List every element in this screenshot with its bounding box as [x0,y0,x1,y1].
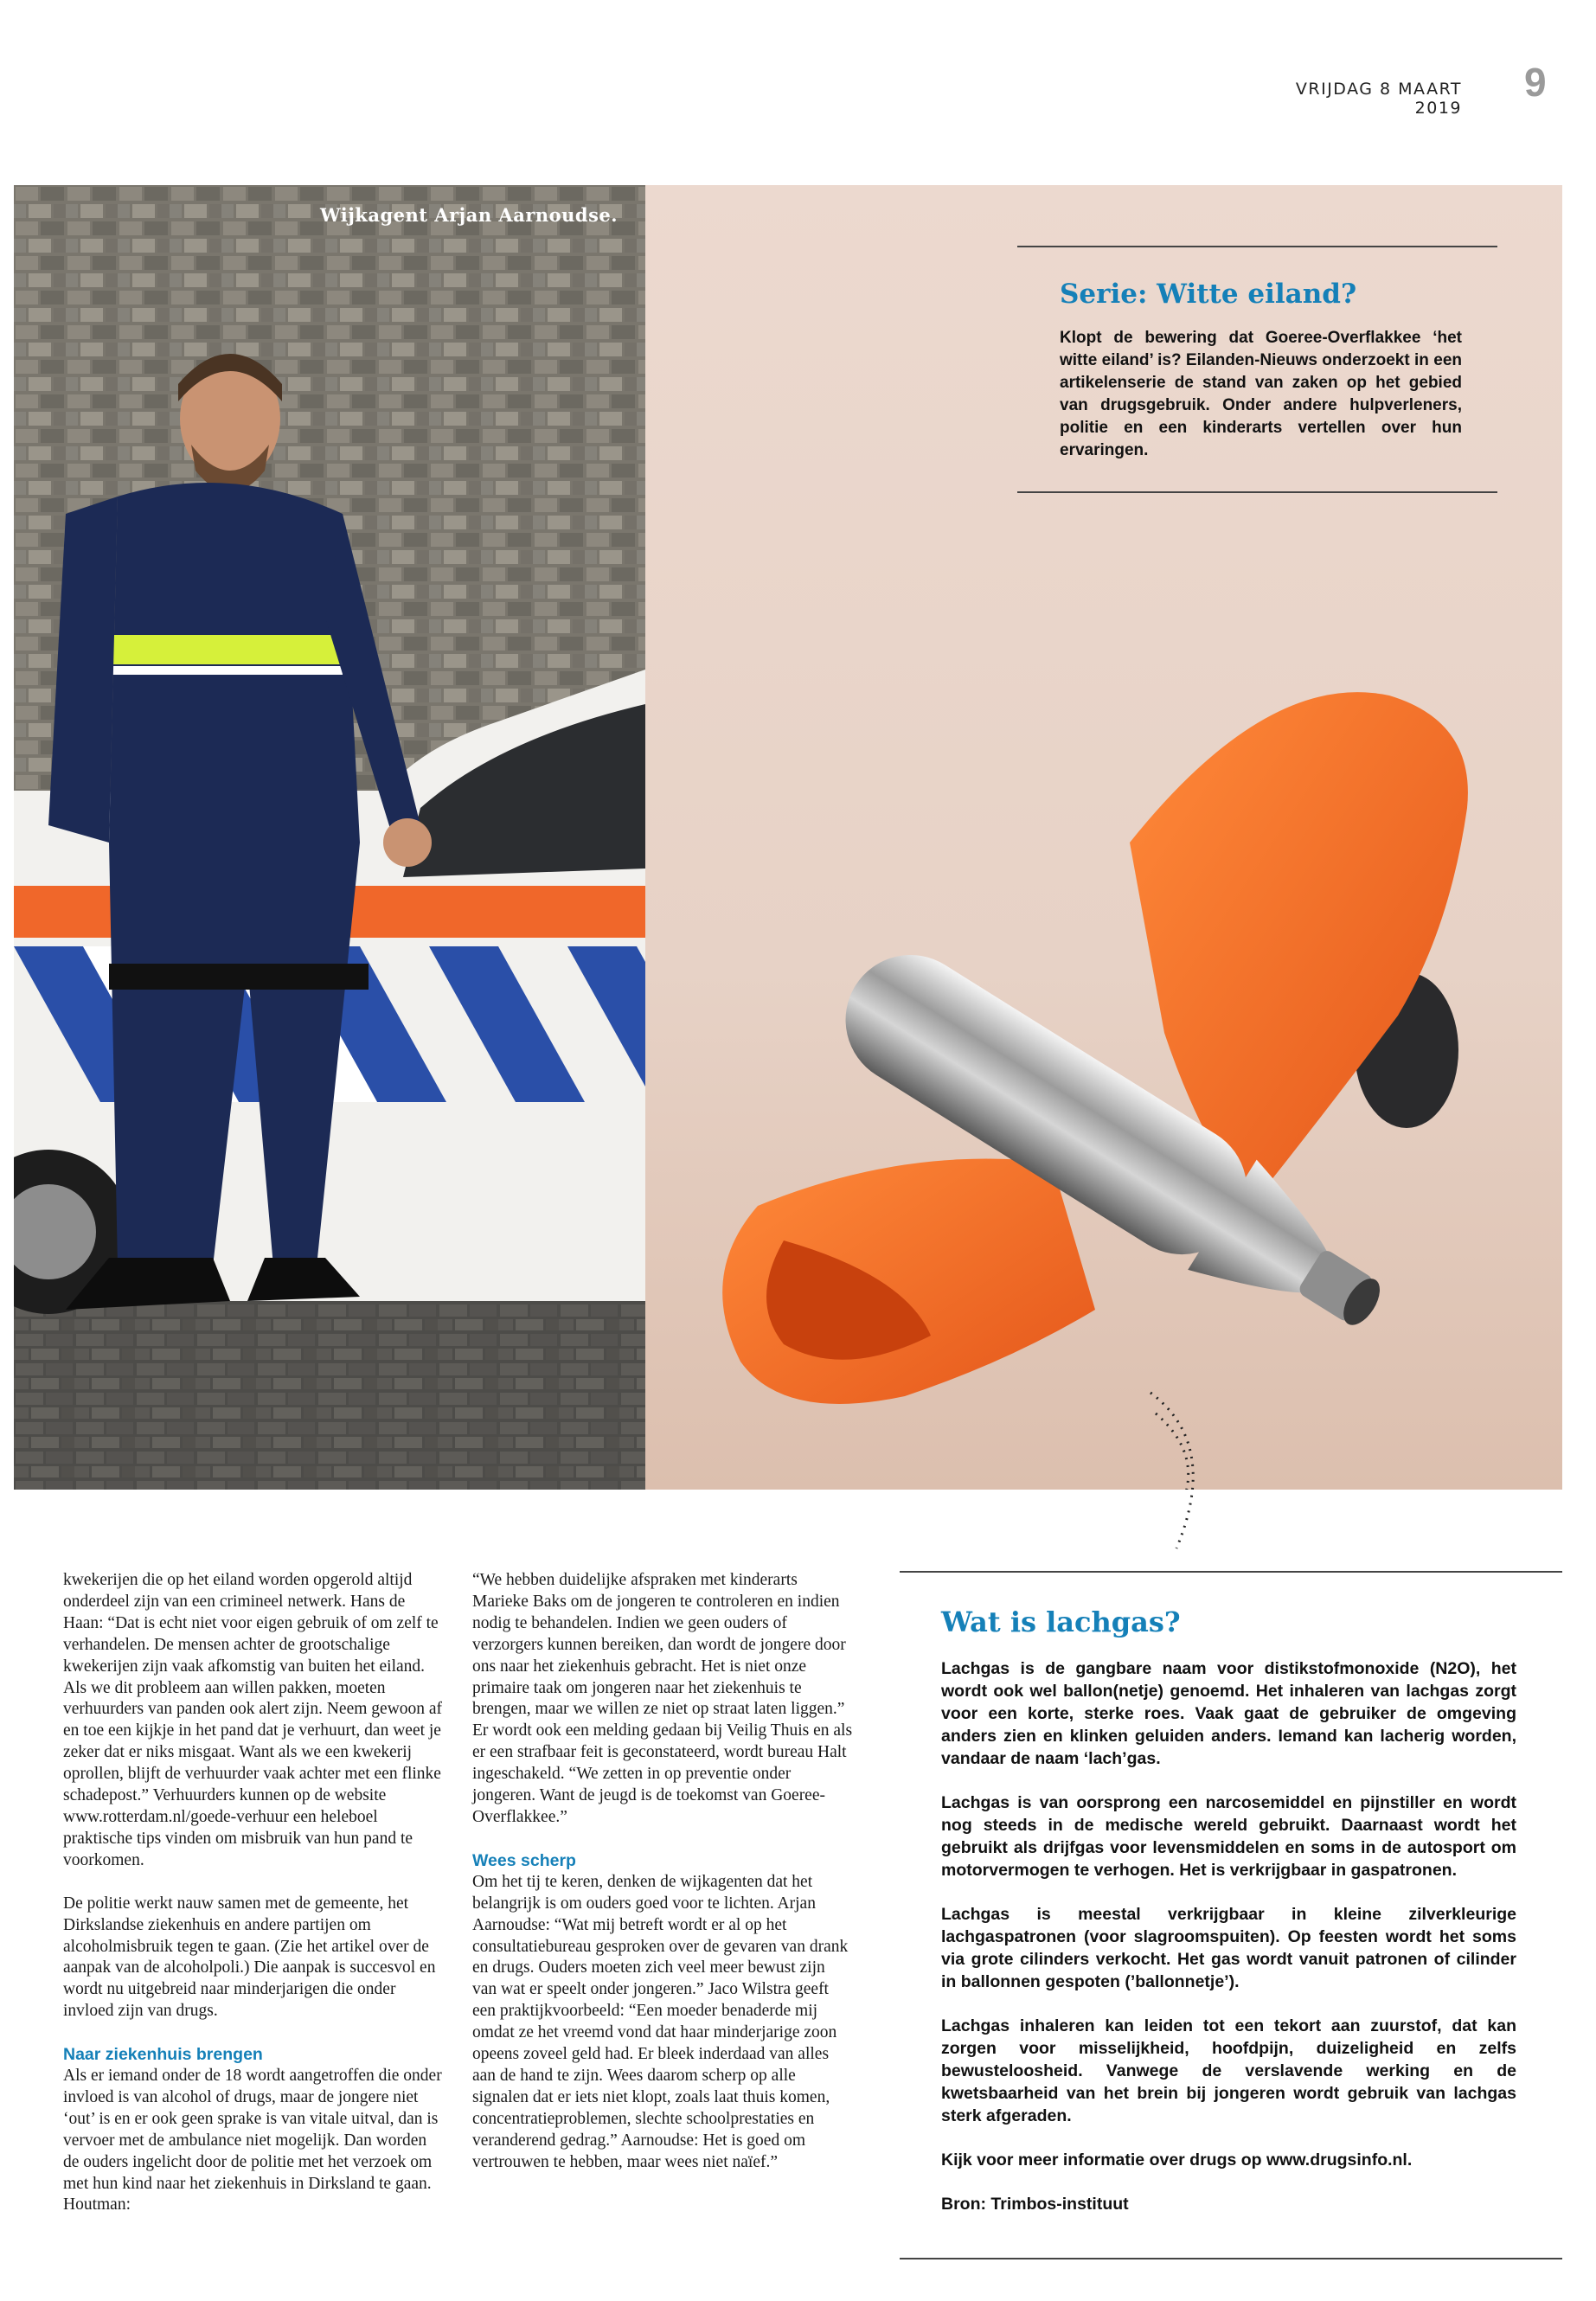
photo-caption: Wijkagent Arjan Aarnoudse. [320,204,619,226]
lachgas-paragraph: Lachgas is van oorsprong een narcosemiddel en pijnstiller en wordt nog steeds in de medische wereld gebruikt. Daarnaast wordt het gebruikt als drijfgas voor levensmiddelen en soms in de autosport om motorvermogen te verhogen. Het is verkrijgbaar in gaspatronen. [941,1793,1516,1880]
lachgas-paragraph: Lachgas is de gangbare naam voor distikstofmonoxide (N2O), het wordt ook wel ballon(netje) genoemd. Het inhaleren van lachgas zorgt voor een korte, sterke roes. Vaak gaat de gebruiker de omgeving anders zien en klinken geluiden anders. Iemand kan lacherig worden, vandaar de naam ‘lach’gas. [941,1659,1516,1768]
subheading-wees-scherp: Wees scherp [472,1850,576,1870]
page-number: 9 [1524,60,1547,105]
serie-rule-bottom [1017,491,1497,493]
police-officer-photo [14,185,645,1490]
police-officer-illustration [14,185,645,1490]
serie-intro: Klopt de bewering dat Goeree-Overflakkee ‘het witte eiland’ is? Eilanden-Nieuws onderzoekt in een artikelenserie de stand van zaken op het gebied van drugsgebruik. Onder andere hulpverleners, politie en een kinderarts vertellen over hun ervaringen. [1060,329,1462,459]
article-paragraph: Om het tij te keren, denken de wijkagenten dat het belangrijk is om ouders goed voor te lichten. Arjan Aarnoudse: “Wat mij betreft wordt er al op het consultatiebureau gesproken over de gevaren van drank en drugs. Ouders moeten zich veel meer bewust zijn van wat er speelt onder jongeren.” Jaco Wilstra geeft een praktijkvoorbeeld: “Een moeder benaderde mij omdat ze het vreemd vond dat haar minderjarige zoon opeens zoveel geld had. Er bleek inderdaad van alles aan de hand te zijn. Wees daarom scherp op alle signalen dat er iets niet klopt, zoals laat thuis komen, concentratieproblemen, slechte schoolprestaties en veranderend gedrag.” Aarnoudse: Het is goed om vertrouwen te hebben, maar wees niet naïef.” [472,1872,849,2171]
article-paragraph: “We hebben duidelijke afspraken met kinderarts Marieke Baks om de jongeren te controleren en indien nodig te behandelen. Indien we geen ouders of verzorgers kunnen bereiken, dan wordt de jongere door ons naar het ziekenhuis gebracht. Het is niet onze primaire taak om jongeren naar het ziekenhuis te brengen, maar we willen ze niet op straat laten liggen.” Er wordt ook een melding gedaan bij Veilig Thuis en als er een strafbaar feit is geconstateerd, wordt bureau Halt ingeschakeld. “We zetten in op preventie onder jongeren. Want de jeugd is de toekomst van Goeree-Overflakkee.” [472,1571,853,1826]
article-column-2 [472,1570,853,2173]
serie-title: Serie: Witte eiland? [1060,279,1357,310]
dotted-connector [1125,1384,1228,1557]
lachgas-body [941,1657,1516,2237]
lachgas-more-info: Kijk voor meer informatie over drugs op www.drugsinfo.nl. [941,2150,1413,2170]
serie-rule-top [1017,246,1497,247]
lachgas-paragraph: Lachgas inhaleren kan leiden tot een tekort aan zuurstof, dat kan zorgen voor misselijkheid, hoofdpijn, duizeligheid en zelfs bewusteloosheid. Vanwege de verslavende werking en de kwetsbaarheid van het brein bij jongeren wordt gebruik van lachgas sterk afgeraden. [941,2016,1516,2125]
lachgas-source: Bron: Trimbos-instituut [941,2195,1129,2214]
header-date: VRIJDAG 8 MAART 2019 [1295,80,1462,118]
lachgas-rule-top [900,1571,1562,1573]
lachgas-paragraph: Lachgas is meestal verkrijgbaar in kleine zilverkleurige lachgaspatronen (voor slagroomspuiten). Op feesten wordt het soms via grote cilinders verkocht. Het gas wordt vanuit patronen of cilinder in ballonnen gespoten (’ballonnetje’). [941,1905,1516,1991]
lachgas-rule-bottom [900,2258,1562,2259]
lachgas-title: Wat is lachgas? [941,1606,1181,1638]
article-column-1 [63,1570,444,2216]
subheading-naar-ziekenhuis: Naar ziekenhuis brengen [63,2045,263,2065]
article-paragraph: De politie werkt nauw samen met de gemeente, het Dirkslandse ziekenhuis en andere partijen om alcoholmisbruik tegen te gaan. (Zie het artikel over de aanpak van de alcoholpoli.) Die aanpak is succesvol en wordt nu uitgebreid naar minderjarigen die onder invloed zijn van drugs. [63,1894,436,2021]
article-paragraph: kwekerijen die op het eiland worden opgerold altijd onderdeel zijn van een crimineel netwerk. Hans de Haan: “Dat is echt niet voor eigen gebruik of om zelf te verhandelen. De mensen achter de grootschalige kwekerijen zijn vaak afkomstig van buiten het eiland. Als we dit probleem aan willen pakken, moeten verhuurders van panden ook alert zijn. Neem gewoon af en toe een kijkje in het pand dat je verhuurt, dan weet je zeker dat er niks misgaat. Want als we een kwekerij oprollen, blijft de verhuurder vaak achter met een flinke schadepost.” Verhuurders kunnen op de website www.rotterdam.nl/goede-verhuur een heleboel praktische tips vinden om misbruik van hun pand te voorkomen. [63,1571,443,1869]
article-paragraph: Als er iemand onder de 18 wordt aangetroffen die onder invloed is van alcohol of drugs, maar de jongere niet ‘out’ is en er ook geen sprake is van vitale uitval, dan is vervoer met de ambulance niet mogelijk. Dan worden de ouders ingelicht door de politie met het verzoek om met hun kind naar het ziekenhuis in Dirksland te gaan. Houtman: [63,2067,442,2214]
